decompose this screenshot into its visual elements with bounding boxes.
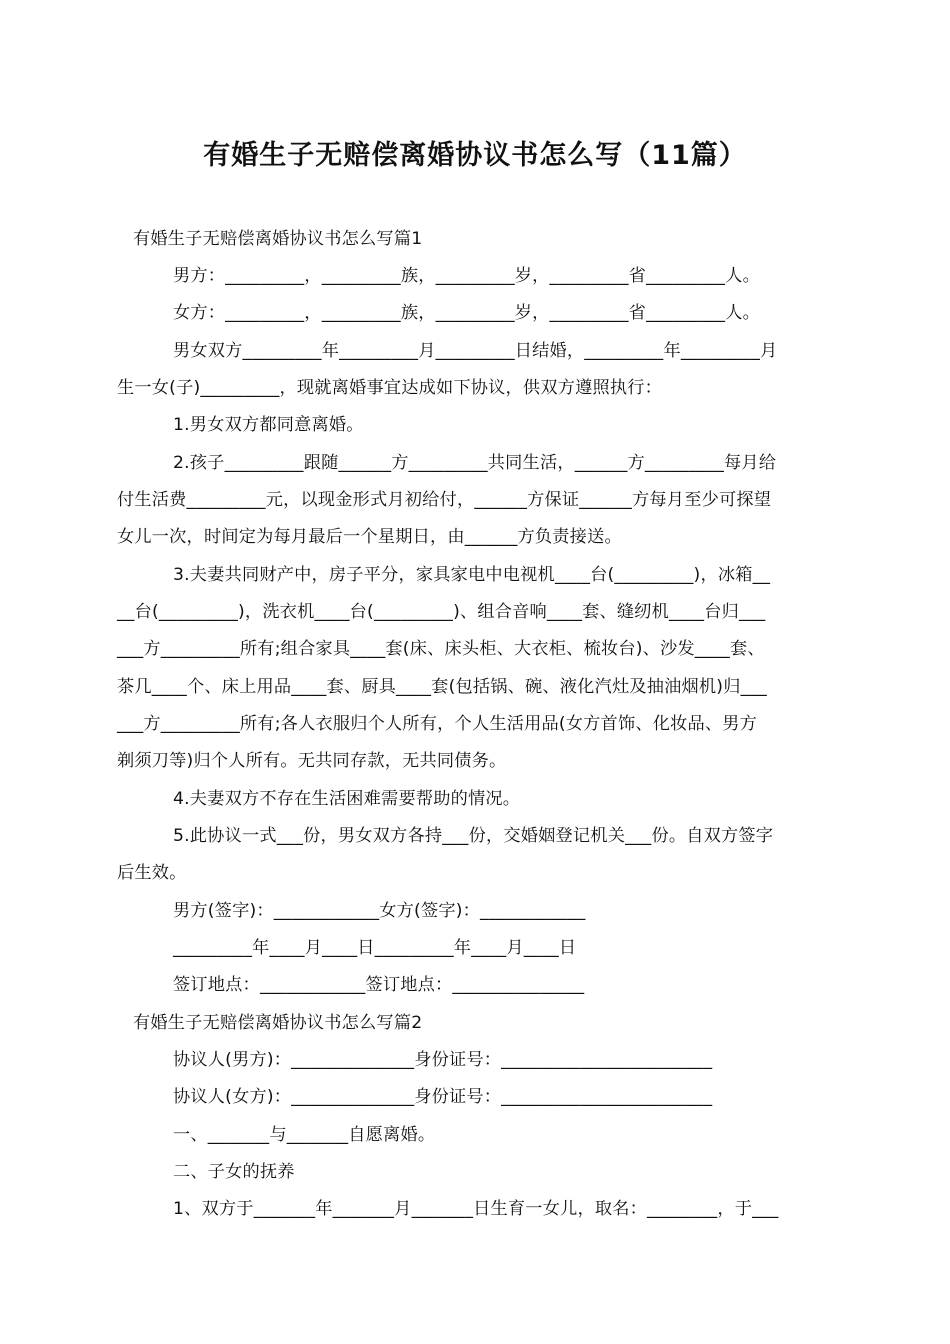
paragraph-line: 一、_______与_______自愿离婚。	[173, 1125, 436, 1145]
section-heading-1: 有婚生子无赔偿离婚协议书怎么写篇1	[133, 229, 423, 249]
paragraph-line: 男方：_________，_________族，_________岁，_________省_________人。	[173, 266, 760, 286]
paragraph-line: 剃须刀等)归个人所有。无共同存款，无共同债务。	[117, 751, 507, 771]
paragraph-line: 1.男女双方都同意离婚。	[173, 415, 364, 435]
paragraph-line: 1、双方于_______年_______月_______日生育一女儿，取名：________，于___	[173, 1199, 779, 1219]
paragraph-line: 协议人(女方)：______________身份证号：________________________	[173, 1087, 713, 1107]
document-title: 有婚生子无赔偿离婚协议书怎么写（11篇）	[203, 140, 747, 171]
date-line: _________年____月____日_________年____月____日	[173, 938, 577, 958]
paragraph-line: 茶几____个、床上用品____套、厨具____套(包括锅、碗、液化汽灶及抽油烟机)归___	[117, 677, 767, 697]
paragraph-line: 女方：_________，_________族，_________岁，_________省_________人。	[173, 303, 760, 323]
paragraph-line: 协议人(男方)：______________身份证号：________________________	[173, 1050, 713, 1070]
paragraph-line: 后生效。	[117, 863, 187, 883]
paragraph-line: 5.此协议一式___份，男女双方各持___份，交婚姻登记机关___份。自双方签字	[173, 826, 774, 846]
paragraph-line: ___方_________所有;组合家具____套(床、床头柜、大衣柜、梳妆台)、沙发____套、	[117, 639, 765, 659]
paragraph-line: ___方_________所有;各人衣服归个人所有，个人生活用品(女方首饰、化妆品、男方	[117, 714, 758, 734]
location-line: 签订地点：____________签订地点：_______________	[173, 975, 585, 995]
paragraph-line: 2.孩子_________跟随______方_________共同生活，______方_________每月给	[173, 453, 777, 473]
paragraph-line: 付生活费_________元，以现金形式月初给付，______方保证______方每月至少可探望	[117, 490, 772, 510]
paragraph-line: 女儿一次，时间定为每月最后一个星期日，由______方负责接送。	[117, 527, 622, 547]
paragraph-line: 生一女(子)_________，现就离婚事宜达成如下协议，供双方遵照执行：	[117, 378, 663, 398]
paragraph-line: 二、子女的抚养	[173, 1162, 295, 1182]
section-heading-2: 有婚生子无赔偿离婚协议书怎么写篇2	[133, 1013, 423, 1033]
paragraph-line: 男女双方_________年_________月_________日结婚，_________年_________月	[173, 341, 778, 361]
signature-line: 男方(签字)：____________女方(签字)：____________	[173, 901, 586, 921]
paragraph-line: 4.夫妻双方不存在生活困难需要帮助的情况。	[173, 789, 521, 809]
paragraph-line: __台(_________)，洗衣机____台(_________)、组合音响____套、缝纫机____台归___	[117, 602, 766, 622]
paragraph-line: 3.夫妻共同财产中，房子平分，家具家电中电视机____台(_________)，冰箱__	[173, 565, 771, 585]
